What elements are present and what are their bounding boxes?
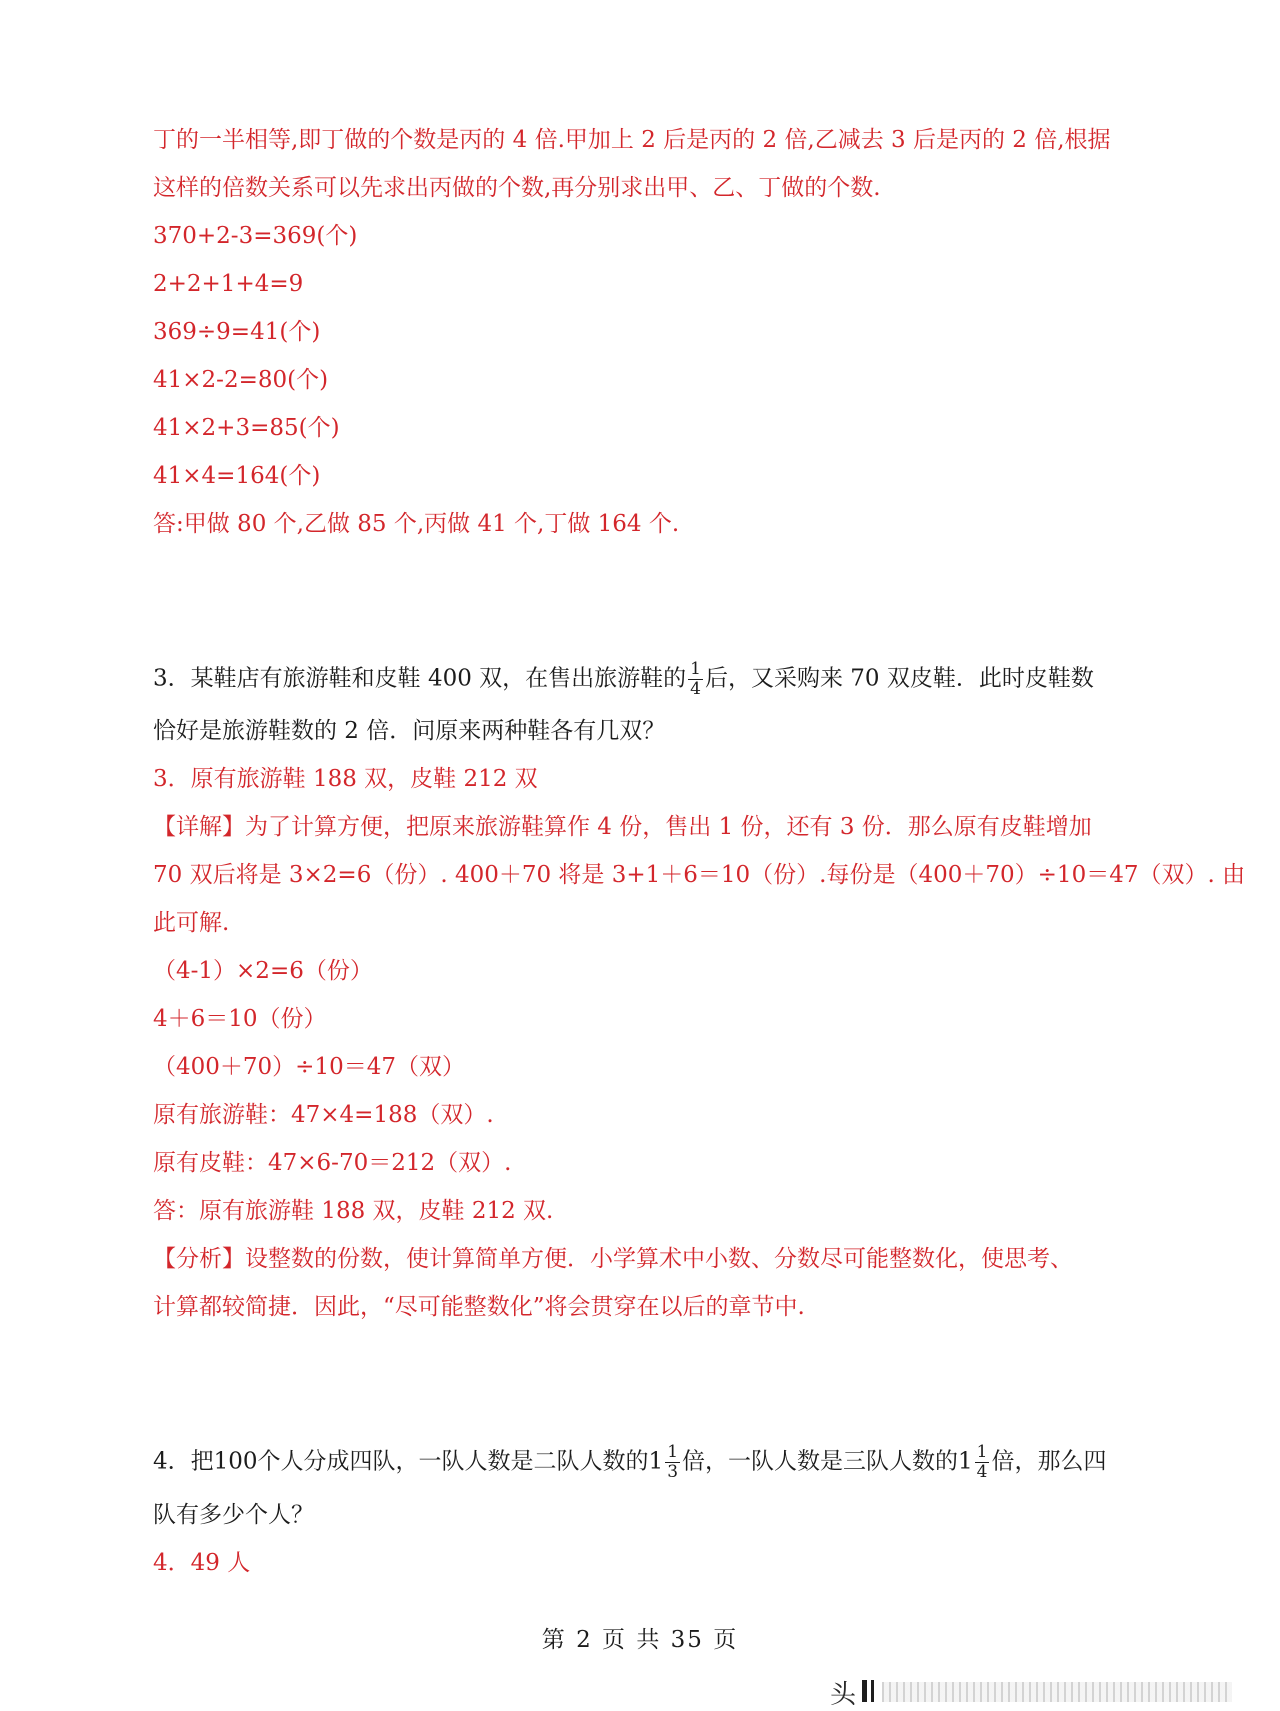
question-3-text-before: 3．某鞋店有旅游鞋和皮鞋 400 双，在售出旅游鞋的: [153, 665, 687, 692]
solution-2-step-1: 370+2-3=369(个): [153, 223, 358, 249]
answer-3-detail-3: 此可解.: [153, 910, 230, 936]
answer-3-final: 答：原有旅游鞋 188 双，皮鞋 212 双.: [153, 1198, 554, 1224]
answer-3-result: 3．原有旅游鞋 188 双，皮鞋 212 双: [153, 766, 538, 792]
question-4-line-2: 队有多少个人？: [153, 1502, 314, 1528]
question-3-line-2: 恰好是旅游鞋数的 2 倍．问原来两种鞋各有几双？: [153, 718, 666, 744]
question-3-text-after: 后，又采购来 70 双皮鞋．此时皮鞋数: [704, 665, 1094, 692]
answer-3-step-4: 原有旅游鞋：47×4=188（双）.: [153, 1102, 494, 1128]
question-3-line-1: [153, 660, 1140, 699]
solution-2-step-2: 2+2+1+4=9: [153, 271, 304, 297]
watermark-bar-icon: [871, 1680, 874, 1702]
page-number-footer: 第 2 页 共 35 页: [541, 1627, 739, 1653]
fraction-denominator: 4: [690, 679, 701, 699]
answer-3-step-2: 4＋6＝10（份）: [153, 1006, 327, 1032]
question-4-line-1: [153, 1443, 1140, 1482]
solution-2-step-3: 369÷9=41(个): [153, 319, 321, 345]
solution-2-step-6: 41×4=164(个): [153, 463, 321, 489]
fraction-one-quarter-2: [975, 1443, 990, 1482]
fraction-numerator: 1: [690, 659, 701, 679]
answer-3-analysis-2: 计算都较简捷．因此，“尽可能整数化”将会贯穿在以后的章节中.: [153, 1294, 805, 1320]
solution-2-answer: 答:甲做 80 个,乙做 85 个,丙做 41 个,丁做 164 个.: [153, 511, 680, 537]
answer-3-analysis-1: 【分析】设整数的份数，使计算简单方便．小学算术中小数、分数尽可能整数化，使思考、: [153, 1246, 1073, 1272]
watermark-bar-icon: [862, 1680, 867, 1702]
question-4-part-b: 倍，一队人数是三队人数的: [682, 1448, 959, 1475]
fraction-denominator: 4: [976, 1462, 988, 1482]
answer-3-step-5: 原有皮鞋：47×6-70＝212（双）.: [153, 1150, 512, 1176]
solution-2-line-2: 这样的倍数关系可以先求出丙做的个数,再分别求出甲、乙、丁做的个数.: [153, 175, 881, 201]
solution-2-step-4: 41×2-2=80(个): [153, 367, 329, 393]
answer-3-step-3: （400＋70）÷10＝47（双）: [153, 1054, 465, 1080]
question-4-part-c: 倍，那么四: [991, 1448, 1107, 1475]
mixed-number-2-whole: 1: [958, 1448, 973, 1475]
answer-4-result: 4．49 人: [153, 1550, 251, 1576]
answer-3-step-1: （4-1）×2=6（份）: [153, 958, 373, 984]
watermark-logo: [830, 1676, 1240, 1710]
answer-3-detail-2: 70 双后将是 3×2=6（份）. 400＋70 将是 3+1＋6＝10（份）.每份是（400＋70）÷10＝47（双）. 由: [153, 862, 1246, 888]
mixed-number-1-whole: 1: [648, 1448, 664, 1475]
watermark-glyph: 头: [830, 1680, 857, 1710]
answer-3-detail-1: 【详解】为了计算方便，把原来旅游鞋算作 4 份，售出 1 份，还有 3 份．那么原有皮鞋增加: [153, 814, 1092, 840]
fraction-one-quarter: [688, 660, 703, 699]
question-4-part-a: 4．把100个人分成四队，一队人数是二队人数的: [153, 1448, 649, 1475]
solution-2-step-5: 41×2+3=85(个): [153, 415, 340, 441]
solution-2-line-1: 丁的一半相等,即丁做的个数是丙的 4 倍.甲加上 2 后是丙的 2 倍,乙减去 3 后是丙的 2 倍,根据: [153, 127, 1111, 153]
fraction-denominator: 3: [667, 1462, 679, 1482]
fraction-numerator: 1: [667, 1442, 679, 1462]
fraction-one-third: [665, 1443, 680, 1482]
fraction-numerator: 1: [976, 1442, 988, 1462]
watermark-stripes: [882, 1682, 1232, 1702]
